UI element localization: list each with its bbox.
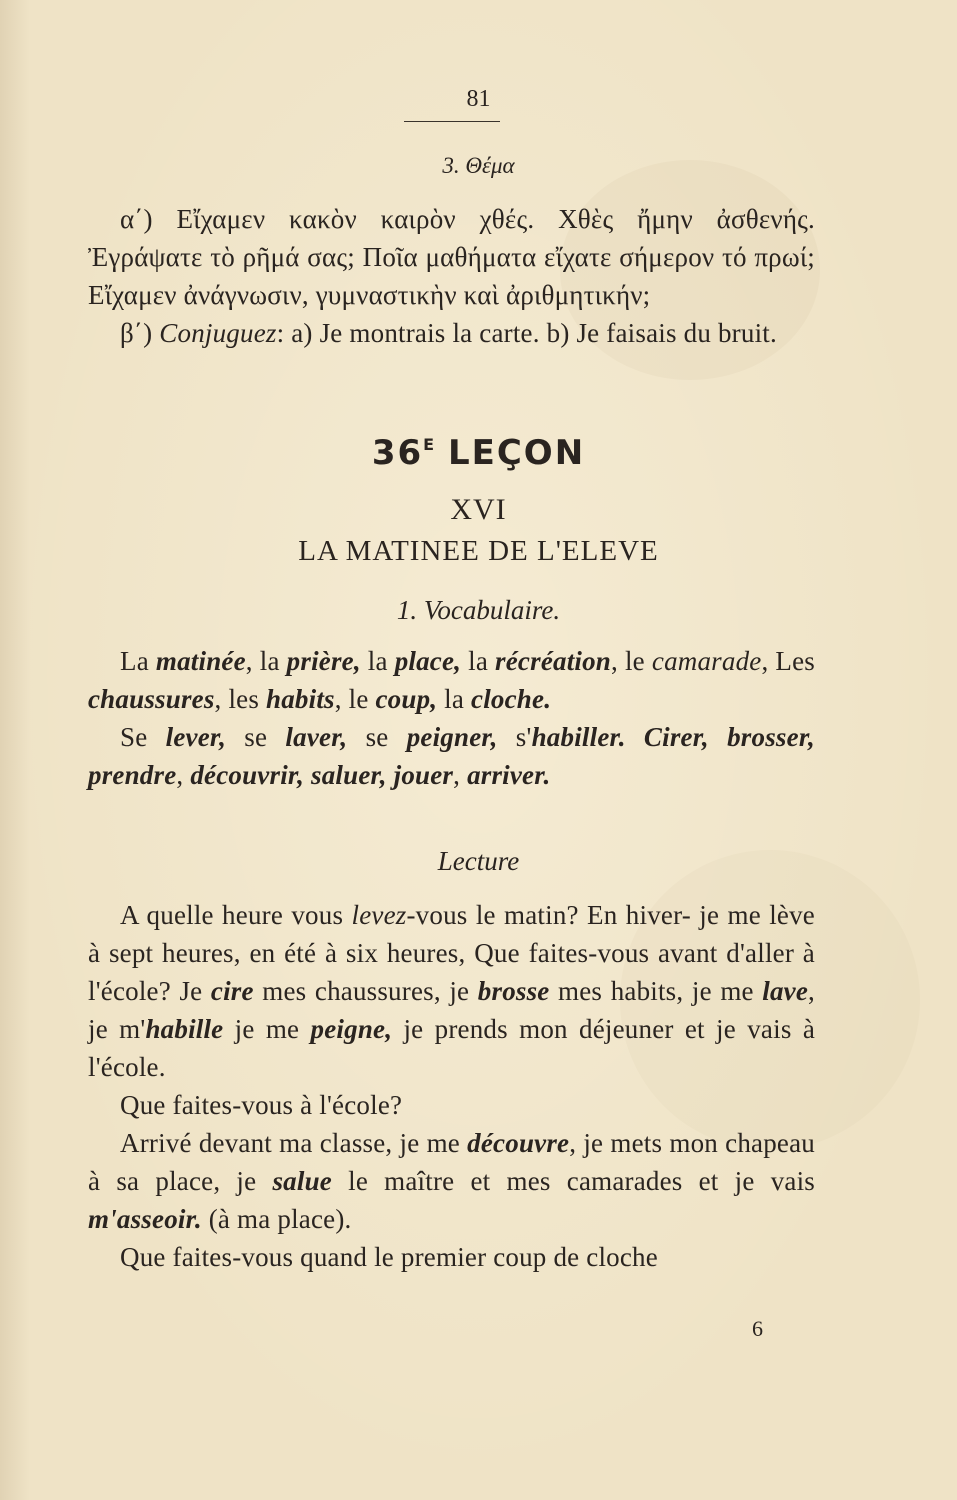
text-run: levez [351,900,407,930]
text-run: , je mets mon chapeau à sa place, je [88,1128,816,1196]
text-run: , [176,760,191,790]
text-run: brosse [477,976,550,1006]
text-run: cloche. [471,684,552,714]
lesson-heading: $36^E$ LEÇON [371,433,586,473]
text-run: coup, [375,684,438,714]
text-run: : a) Je montrais la carte. b) Je faisais du bruit. [276,318,777,348]
text-run: arriver. [467,760,551,790]
lecture-heading: Lecture [437,846,520,876]
lecture-text [88,896,815,1276]
text-run: β΄) [120,318,153,348]
text-run: se [226,722,286,752]
text-run: , Les [761,646,816,676]
text-run: prière, [286,646,361,676]
lecture-paragraph-1 [88,896,815,1086]
text-run: , [453,760,468,790]
text-run: camarade [651,646,762,676]
text-run: Arrivé devant ma classe, je me [120,1128,468,1158]
greek-paragraph-beta [88,314,815,352]
text-run: récréation [495,646,612,676]
text-run: A quelle heure vous [120,900,352,930]
text-run: , les [214,684,266,714]
text-run: place, [394,646,462,676]
text-run: , la [245,646,287,676]
text-run: habits [266,684,335,714]
text-run: LEÇON [447,433,586,473]
text-run: lave [762,976,809,1006]
text-run: , je m' [88,976,815,1044]
text-run: mes habits, je me [549,976,763,1006]
vocabulary-block [88,642,815,794]
text-run: Cirer, brosser, prendre [88,722,815,790]
lesson-roman-number: XVI [450,493,507,526]
greek-exercise [88,200,815,352]
text-run: peigne, [310,1014,393,1044]
text-run: , le [611,646,652,676]
text-run: salue [272,1166,332,1196]
text-run: la [461,646,496,676]
lesson-title: LA MATINEE DE L'ELEVE [298,535,659,567]
text-run: habille [145,1014,224,1044]
text-run [626,722,644,752]
text-run: découvre [467,1128,570,1158]
text-run: La [120,646,149,676]
text-run: lever, [165,722,227,752]
text-run: habiller. [531,722,626,752]
text-run: -vous le matin? En hiver- je me lève à sept heures, en été à six heures, Que faites-vous avant d'aller à l'école? Je [88,900,815,1006]
vocabulaire-heading: 1. Vocabulaire. [396,595,561,625]
text-run: la [437,684,472,714]
text-run: matinée [155,646,246,676]
lecture-paragraph-3 [88,1124,815,1238]
page-number: 81 [466,86,491,112]
text-run: s' [497,722,532,752]
lecture-paragraph-4: Que faites-vous quand le premier coup de cloche [120,1242,658,1272]
text-run: , le [334,684,376,714]
text-run: le maître et mes camarades et je vais [331,1166,815,1196]
text-run: 36 [371,433,424,473]
text-run: laver, [285,722,348,752]
text-run: (à ma place). [201,1204,352,1234]
text-run: m'asseoir. [88,1204,202,1234]
vocab-verbs [88,718,815,794]
header-rule [404,121,500,122]
text-run: je prends mon déjeuner et je vais à l'école. [88,1014,816,1082]
text-run: se [347,722,407,752]
text-run: peigner, [406,722,498,752]
text-run: je me [223,1014,311,1044]
signature-mark: 6 [752,1316,763,1341]
greek-paragraph-alpha: α΄) Εἴχαμεν κακὸν καιρὸν χθές. Χθὲς ἤμην ἀσθενής. Ἐγράψατε τὸ ρῆμά σας; Ποῖα μαθήματα εἴχατε σήμερον τό πρωί; Εἴχαμεν ἀνάγνωσιν, γυμναστικὴν καὶ ἀριθμητικήν; [88,204,815,310]
text-run: mes chaussures, je [253,976,478,1006]
text-run: Se [120,722,166,752]
text-run: découvrir, saluer, jouer [190,760,454,790]
text-run: chaussures [88,684,215,714]
section-heading: 3. Θέμα [442,153,515,178]
lecture-paragraph-2: Que faites-vous à l'école? [120,1090,403,1120]
vocab-nouns [88,642,815,718]
conjuguez-word: Conjuguez [159,318,277,348]
text-run: la [360,646,395,676]
text-run: cire [210,976,254,1006]
